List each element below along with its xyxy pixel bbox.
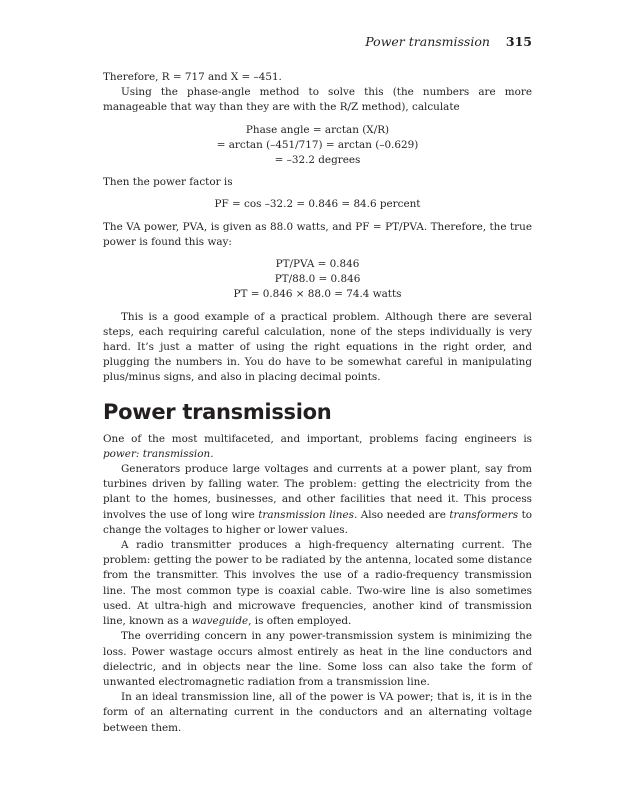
equation-line: = –32.2 degrees bbox=[274, 154, 361, 167]
paragraph-generators: Generators produce large voltages and currents at a power plant, say from turbines driven by falling water. The problem: getting the electricity from the plant to the homes, businesses, and other facilities that need it. This process involves the use of long wire transmission lines. Also needed are transformers to change the voltages to higher or lower values. bbox=[103, 463, 533, 536]
equation-line: PT = 0.846 × 88.0 = 74.4 watts bbox=[233, 288, 402, 301]
equation-phase-angle bbox=[103, 123, 532, 169]
running-header-title: Power transmission bbox=[365, 34, 490, 49]
result-line: Therefore, R = 717 and X = –451. bbox=[103, 71, 282, 83]
paragraph-practical-problem: This is a good example of a practical problem. Although there are several steps, each requiring careful calculation, none of the steps individually is very hard. It’s just a matter of using the right equations in the right order, and plugging the numbers in. You do have to be somewhat careful in manipulating plus/minus signs, and also in placing decimal points. bbox=[103, 310, 532, 384]
equation-line: PF = cos –32.2 = 0.846 = 84.6 percent bbox=[214, 198, 421, 211]
page-number: 315 bbox=[505, 34, 532, 49]
paragraph-ideal-line: In an ideal transmission line, all of the power is VA power; that is, it is in the form of an alternating current in the conductors and an alternating voltage between them. bbox=[103, 691, 532, 734]
paragraph-phase-angle: Using the phase-angle method to solve this (the numbers are more manageable that way than they are with the R/Z method), calculate bbox=[103, 86, 532, 114]
paragraph-overriding-concern: The overriding concern in any power-transmission system is minimizing the loss. Power wastage occurs almost entirely as heat in the line conductors and dielectric, and in objects near the line. Some loss can also take the form of unwanted electromagnetic radiation from a transmission line. bbox=[103, 630, 532, 688]
equation-line: PT/PVA = 0.846 bbox=[275, 258, 360, 271]
equation-line: PT/88.0 = 0.846 bbox=[274, 273, 361, 286]
paragraph-radio-transmitter: A radio transmitter produces a high-frequency alternating current. The problem: getting the power to be radiated by the antenna, located some distance from the transmitter. This involves the use of a radio-frequency transmission line. The most common type is coaxial cable. Two-wire line is also sometimes used. At ultra-high and microwave frequencies, another kind of transmission line, known as a waveguide, is often employed. bbox=[103, 539, 532, 628]
equation-power-factor bbox=[103, 197, 532, 212]
power-factor-intro: Then the power factor is bbox=[103, 176, 233, 189]
running-header bbox=[365, 34, 532, 49]
paragraph-va-power: The VA power, PVA, is given as 88.0 watts, and PF = PT/PVA. Therefore, the true power is found this way: bbox=[103, 220, 532, 248]
equation-line: Phase angle = arctan (X/R) bbox=[245, 123, 390, 136]
paragraph-multifaceted: One of the most multifaceted, and important, problems facing engineers is power: transmission. bbox=[103, 432, 532, 460]
equation-true-power bbox=[103, 257, 532, 303]
page-body bbox=[103, 70, 532, 736]
equation-line: = arctan (–451/717) = arctan (–0.629) bbox=[216, 138, 419, 151]
section-heading: Power transmission bbox=[103, 399, 332, 424]
